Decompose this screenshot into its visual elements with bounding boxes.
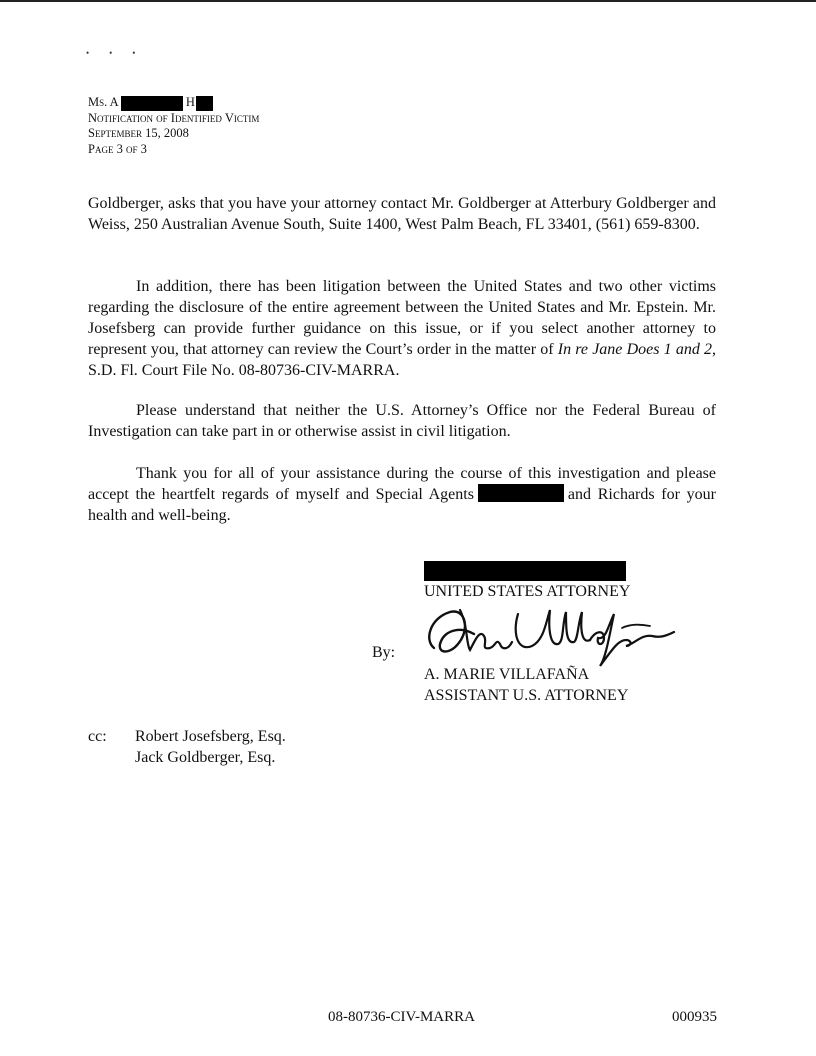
signatory-title: ASSISTANT U.S. ATTORNEY	[424, 687, 629, 704]
page-number: Page 3 of 3	[88, 141, 147, 156]
case-name: In re Jane Does 1 and 2	[557, 341, 713, 358]
paragraph-4-text: Thank you for all of your assistance during the course of this investigation and please accept the heartfelt regards of myself and Special Agents	[88, 465, 716, 503]
signatory-block	[424, 664, 628, 706]
paragraph-4	[88, 463, 716, 526]
redaction-box	[478, 484, 564, 502]
paragraph-2-end: , S.D. Fl. Court File No. 08-80736-CIV-MARRA.	[88, 341, 717, 379]
redaction-box	[424, 561, 626, 581]
recipient-first: Ms. A	[88, 95, 119, 109]
paragraph-3: Please understand that neither the U.S. Attorney’s Office nor the Federal Bureau of Investigation can take part in or otherwise assist in civil litigation.	[88, 402, 716, 440]
redaction-box	[121, 96, 183, 111]
handwritten-signature	[420, 600, 680, 670]
recipient-mid: H	[185, 95, 195, 109]
paragraph-2-text: In addition, there has been litigation between the United States and two other victims regarding the disclosure of the entire agreement between the United States and Mr. Epstein. Mr. Josefsberg can provide further guidance on this issue, or if you select another attorney to represent you, that attorney can review the Court’s order in the matter of	[88, 278, 716, 358]
cc-recipient: Jack Goldberger, Esq.	[135, 749, 276, 766]
paragraph-4-end: and Richards for your health and well-being.	[88, 486, 716, 524]
cc-list	[135, 726, 286, 768]
by-label: By:	[372, 644, 396, 661]
redaction-box	[196, 96, 213, 111]
signature-office: UNITED STATES ATTORNEY	[424, 583, 631, 600]
subject-line: Notification of Identified Victim	[88, 110, 260, 125]
cc-recipient: Robert Josefsberg, Esq.	[135, 728, 286, 745]
signatory-name: A. MARIE VILLAFAÑA	[424, 666, 590, 683]
footer-case-number: 08-80736-CIV-MARRA	[328, 1009, 475, 1025]
recipient-line	[88, 95, 259, 111]
footer-bates-number: 000935	[672, 1009, 717, 1025]
cc-label: cc:	[88, 728, 107, 745]
paragraph-1: Goldberger, asks that you have your attorney contact Mr. Goldberger at Atterbury Goldberger and Weiss, 250 Australian Avenue South, Suite 1400, West Palm Beach, FL 33401, (561) 659-8300.	[88, 195, 716, 233]
paragraph-2	[88, 276, 716, 381]
letter-header	[88, 95, 259, 157]
scan-specks: •••	[86, 48, 156, 58]
date-line: September 15, 2008	[88, 126, 189, 141]
top-scan-edge	[0, 0, 816, 2]
